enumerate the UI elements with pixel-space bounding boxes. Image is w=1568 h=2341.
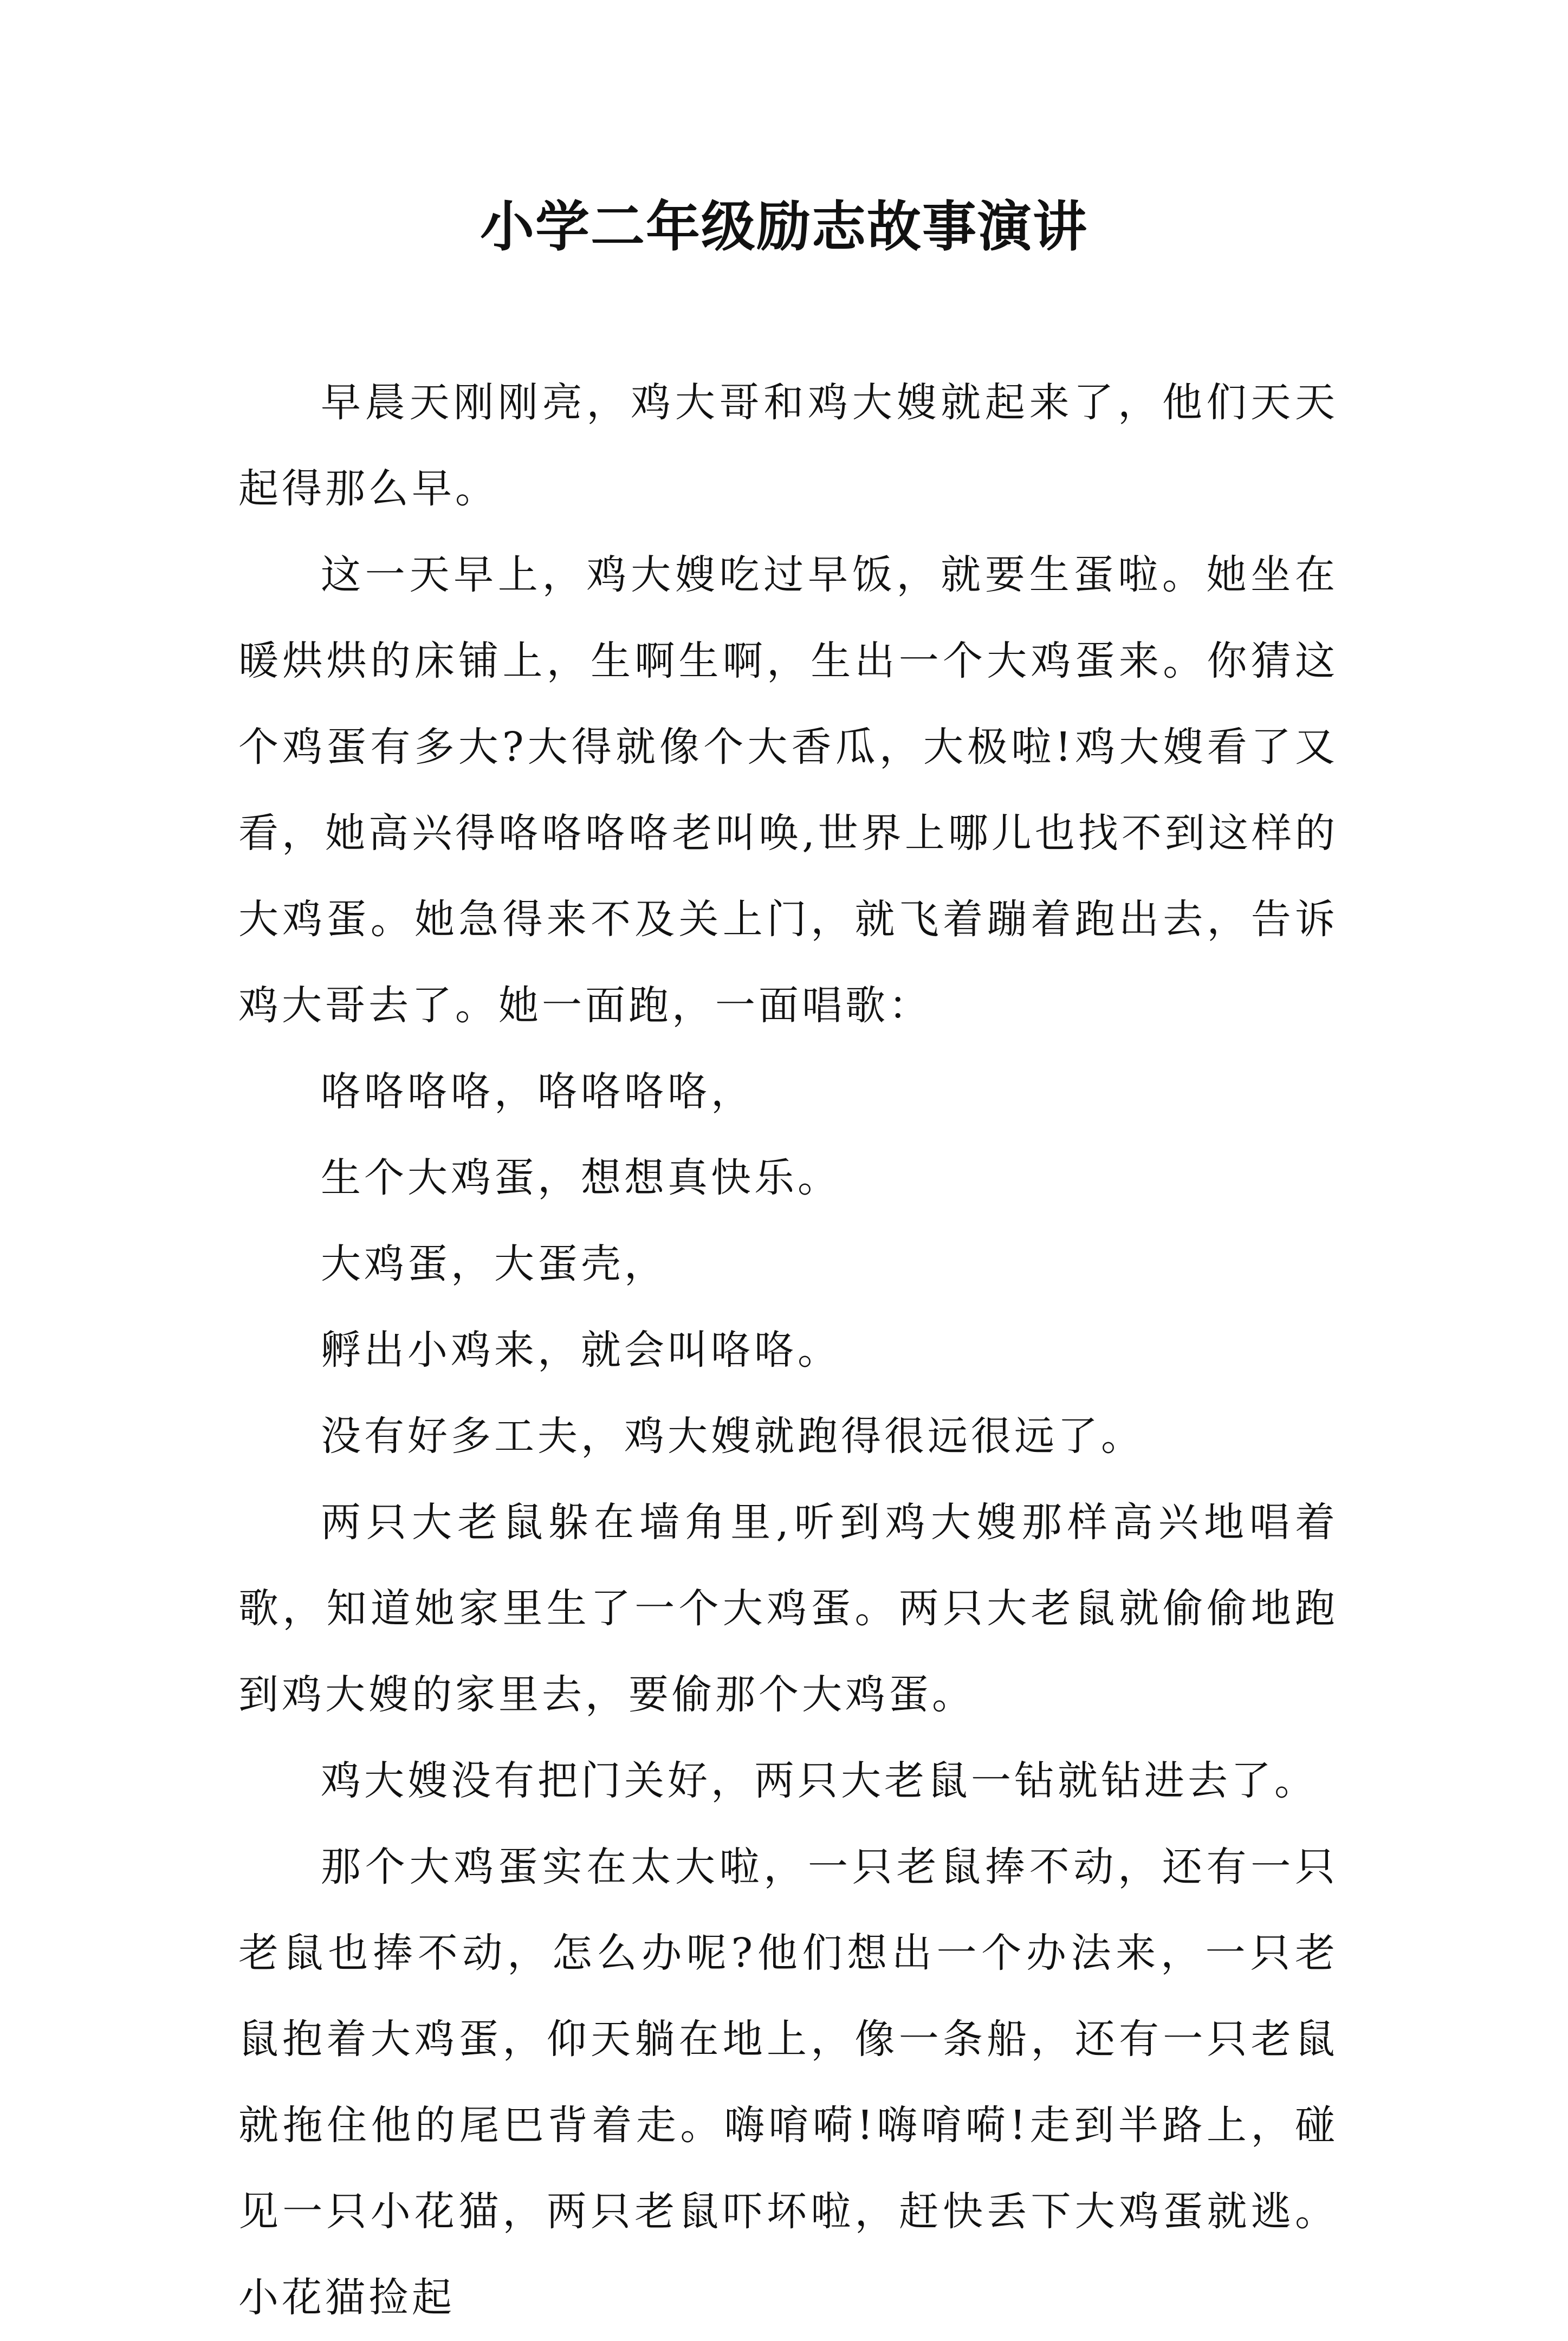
song-line-1: 咯咯咯咯，咯咯咯咯， <box>321 1068 754 1115</box>
paragraph-4: 两只大老鼠躲在墙角里,听到鸡大嫂那样高兴地唱着歌，知道她家里生了一个大鸡蛋。两只大老鼠就偷偷地跑到鸡大嫂的家里去，要偷那个大鸡蛋。 <box>238 1499 1338 1718</box>
song-line-3: 大鸡蛋，大蛋壳， <box>321 1241 668 1287</box>
paragraph-3: 没有好多工夫，鸡大嫂就跑得很远很远了。 <box>321 1413 1144 1460</box>
document-title: 小学二年级励志故事演讲 <box>480 194 1088 258</box>
song-line-4: 孵出小鸡来，就会叫咯咯。 <box>321 1327 841 1373</box>
song-line-2: 生个大鸡蛋，想想真快乐。 <box>321 1155 841 1201</box>
document-body <box>238 360 1338 2341</box>
paragraph-1: 早晨天刚刚亮，鸡大哥和鸡大嫂就起来了，他们天天起得那么早。 <box>238 379 1338 512</box>
paragraph-5: 鸡大嫂没有把门关好，两只大老鼠一钻就钻进去了。 <box>321 1758 1318 1804</box>
paragraph-2: 这一天早上，鸡大嫂吃过早饭，就要生蛋啦。她坐在暖烘烘的床铺上，生啊生啊，生出一个大鸡蛋来。你猜这个鸡蛋有多大?大得就像个大香瓜，大极啦!鸡大嫂看了又看，她高兴得咯咯咯咯老叫唤,世界上哪儿也找不到这样的大鸡蛋。她急得来不及关上门，就飞着蹦着跑出去，告诉鸡大哥去了。她一面跑，一面唱歌： <box>238 552 1338 1029</box>
paragraph-6: 那个大鸡蛋实在太大啦，一只老鼠捧不动，还有一只老鼠也捧不动，怎么办呢?他们想出一个办法来，一只老鼠抱着大鸡蛋，仰天躺在地上，像一条船，还有一只老鼠就拖住他的尾巴背着走。嗨唷嗬!嗨唷嗬!走到半路上，碰见一只小花猫，两只老鼠吓坏啦，赶快丢下大鸡蛋就逃。小花猫捡起 <box>238 1844 1338 2321</box>
